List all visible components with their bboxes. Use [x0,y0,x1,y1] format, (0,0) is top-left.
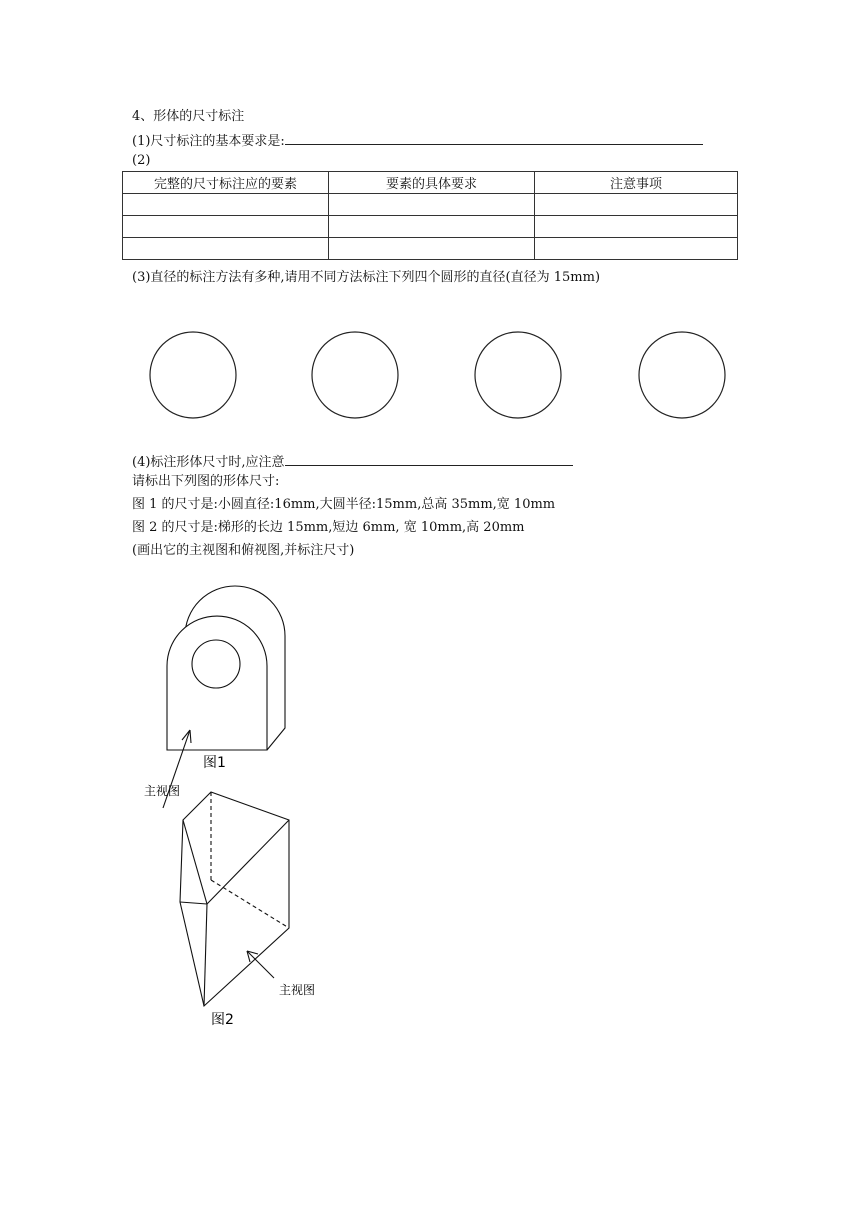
question-3: (3)直径的标注方法有多种,请用不同方法标注下列四个圆形的直径(直径为 15mm) [132,270,601,285]
drawing-note: (画出它的主视图和俯视图,并标注尺寸) [132,543,355,558]
fig2-edge-left [183,820,207,904]
circle-3[interactable] [475,332,561,418]
circle-2[interactable] [312,332,398,418]
table-header-cell: 要素的具体要求 [329,172,535,194]
question-2-label: (2) [132,153,151,168]
table-header-cell: 完整的尺寸标注应的要素 [123,172,329,194]
figure-2-caption: 图2 [211,1012,234,1028]
fig1-front-face [167,616,267,750]
fig2-edge-top [180,902,207,904]
figure-1-caption: 图1 [203,755,226,771]
figure-1-dimensions: 图 1 的尺寸是:小圆直径:16mm,大圆半径:15mm,总高 35mm,宽 10mm [132,497,556,512]
figure-1-drawing [163,586,285,808]
question-4-text: (4)标注形体尺寸时,应注意 [132,455,285,470]
circle-1[interactable] [150,332,236,418]
circle-4[interactable] [639,332,725,418]
fig2-edge-front [204,904,207,1006]
fig2-edge-diagonal [207,820,289,904]
question-1-text: (1)尺寸标注的基本要求是: [132,134,285,149]
figure-1-arrow-label: 主视图 [144,784,181,798]
fig2-arrow-shaft [247,951,274,978]
circles-group [150,332,725,418]
table-header-cell: 注意事项 [535,172,738,194]
instruction: 请标出下列图的形体尺寸: [132,474,280,489]
section-title: 4、形体的尺寸标注 [132,109,245,124]
fig2-outline [180,792,289,1006]
figure-2-arrow-label: 主视图 [279,983,316,997]
figure-2-drawing [180,792,289,1006]
figure-2-dimensions: 图 2 的尺寸是:梯形的长边 15mm,短边 6mm, 宽 10mm,高 20mm [132,520,525,535]
